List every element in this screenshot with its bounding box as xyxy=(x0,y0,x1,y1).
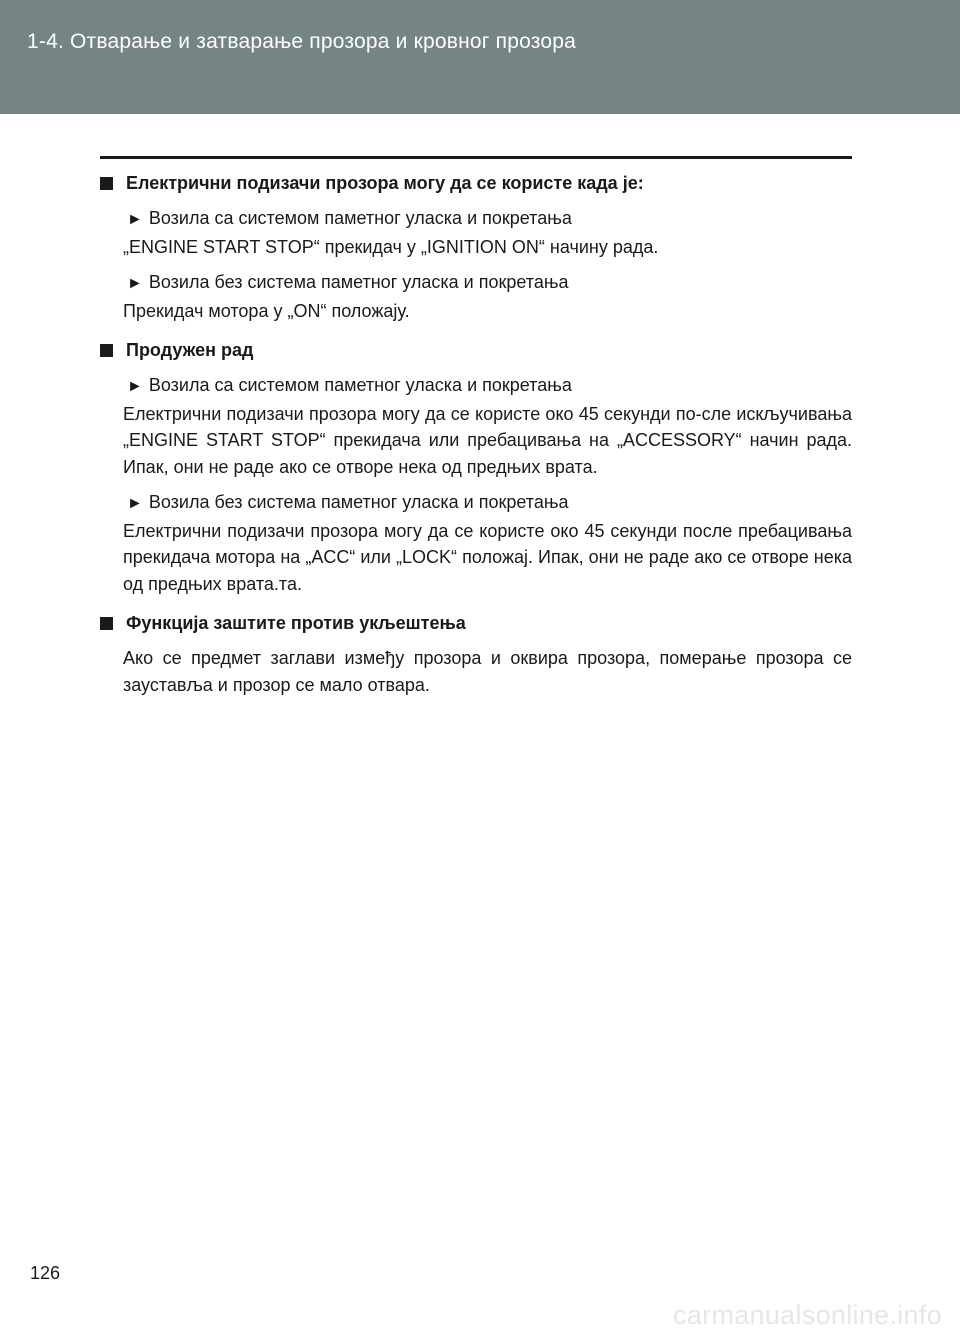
arrow-right-icon: ► xyxy=(127,378,143,395)
arrow-right-icon: ► xyxy=(127,495,143,512)
square-bullet-icon xyxy=(100,344,113,357)
chapter-title: 1-4. Отварање и затварање прозора и кровног прозора xyxy=(27,30,576,53)
page-number: 126 xyxy=(30,1263,61,1283)
section-body xyxy=(123,645,852,698)
section-heading xyxy=(100,170,852,196)
condition-lead-text: Возила без система паметног уласка и покретања xyxy=(148,492,569,512)
condition-lead-text: Возила са системом паметног уласка и покретања xyxy=(148,375,572,395)
condition-lead xyxy=(123,205,852,234)
section-heading xyxy=(100,337,852,363)
square-bullet-icon xyxy=(100,177,113,190)
condition-lead-text: Возила са системом паметног уласка и покретања xyxy=(148,208,572,228)
section-heading-text: Функција заштите против укљештења xyxy=(126,613,466,633)
section-body xyxy=(123,205,852,324)
condition-text: „ENGINE START STOP“ прекидач у „IGNITION ON“ начину рада. xyxy=(123,236,659,257)
condition-text: Електрични подизачи прозора могу да се користе око 45 секунди по-сле искључивања „ENGINE START STOP“ прекидача или пребацивања на „ACCESSORY“ начин рада. Ипак, они не раде ако се отворе нека од предњих врата. xyxy=(123,403,852,477)
section-heading xyxy=(100,610,852,636)
square-bullet-icon xyxy=(100,617,113,630)
arrow-right-icon: ► xyxy=(127,275,143,292)
condition-lead xyxy=(123,372,852,401)
section-heading-text: Електрични подизачи прозора могу да се користе када је: xyxy=(126,173,644,193)
page-content xyxy=(100,170,852,698)
section-divider xyxy=(100,156,852,159)
arrow-right-icon: ► xyxy=(127,211,143,228)
condition-text: Електрични подизачи прозора могу да се користе око 45 секунди после пребацивања прекидача мотора на „ACC“ или „LOCK“ положај. Ипак, они не раде ако се отворе нека од предњих врата.та. xyxy=(123,520,852,594)
section-paragraph: Ако се предмет заглави између прозора и оквира прозора, померање прозора се зауставља и прозор се мало отвара. xyxy=(123,648,852,695)
condition-lead xyxy=(123,269,852,298)
condition-lead-text: Возила без система паметног уласка и покретања xyxy=(148,272,569,292)
section-body xyxy=(123,372,852,597)
condition-text: Прекидач мотора у „ON“ положају. xyxy=(123,300,410,321)
section-heading-text: Продужен рад xyxy=(126,340,254,360)
watermark-text: carmanualsonline.info xyxy=(673,1300,942,1330)
condition-lead xyxy=(123,489,852,518)
chapter-header xyxy=(0,0,960,114)
